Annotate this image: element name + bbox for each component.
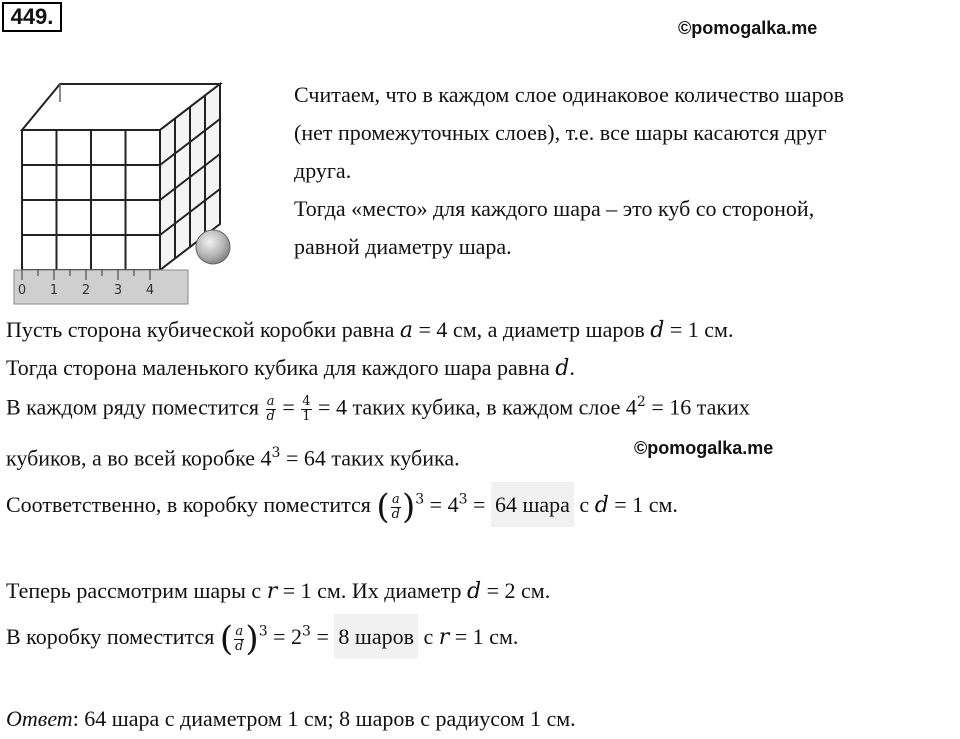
fraction-a-over-d-2: $\frac{a}{d}$ — [391, 491, 400, 522]
answer-label: Ответ — [6, 706, 73, 731]
fraction-4-over-1: $\frac{4}{1}$ — [302, 393, 311, 424]
problem-number: 449. — [2, 2, 62, 32]
ruler-label-0: 0 — [17, 283, 27, 298]
highlight-8-balls: 8 шаров — [334, 614, 418, 659]
cube-box-figure — [10, 72, 250, 312]
ruler-label-3: 3 — [113, 283, 123, 298]
intro-line-4: Тогда «место» для каждого шара – это куб со стороной, — [294, 196, 815, 221]
intro-line-1: Считаем, что в каждом слое одинаковое количество шаров — [294, 82, 844, 107]
watermark-middle: ©pomogalka.me — [634, 438, 774, 458]
fraction-a-over-d: $\frac{a}{d}$ — [266, 393, 275, 424]
fraction-a-over-d-3: $\frac{a}{d}$ — [235, 623, 244, 654]
intro-paragraph — [294, 76, 960, 266]
ruler-label-2: 2 — [81, 283, 91, 298]
intro-line-3: друга. — [294, 158, 352, 183]
line-small-cube: Тогда сторона маленького кубика для каждого шара равна d. — [6, 355, 575, 381]
line-radius-balls: Теперь рассмотрим шары с r = 1 см. Их диаметр d = 2 см. — [6, 578, 551, 604]
line-result-8: В коробку поместится ( $\frac{a}{d}$ )$^3 = 2^3 = 8$ шаров с r = 1 см. — [6, 622, 518, 656]
ball — [196, 230, 230, 264]
ruler-label-4: 4 — [145, 283, 155, 298]
line-result-64: Соответственно, в коробку поместится ( $\frac{a}{d}$ )$^3 = 4^3 = 64$ шара с d = 1 см. — [6, 490, 678, 524]
intro-line-5: равной диаметру шара. — [294, 234, 512, 259]
line-per-box: кубиков, а во всей коробке $4^3 = 64$ таких кубика. — [6, 445, 460, 471]
intro-line-2: (нет промежуточных слоев), т.е. все шары касаются друг — [294, 120, 827, 145]
ruler-label-1: 1 — [49, 283, 59, 298]
answer-text: : 64 шара с диаметром 1 см; 8 шаров с радиусом 1 см. — [72, 706, 576, 731]
line-per-row: В каждом ряду поместится $\frac{a}{d}$ = $\frac{4}{1}$ = 4 таких кубика, в каждом слое $4^2 = 16$ таких — [6, 393, 750, 424]
highlight-64-balls: 64 шара — [491, 482, 574, 527]
line-box-side: Пусть сторона кубической коробки равна a = 4 см, а диаметр шаров d = 1 см. — [6, 317, 734, 343]
watermark-top: ©pomogalka.me — [678, 18, 818, 38]
answer-line — [6, 706, 576, 732]
ruler — [14, 270, 188, 304]
